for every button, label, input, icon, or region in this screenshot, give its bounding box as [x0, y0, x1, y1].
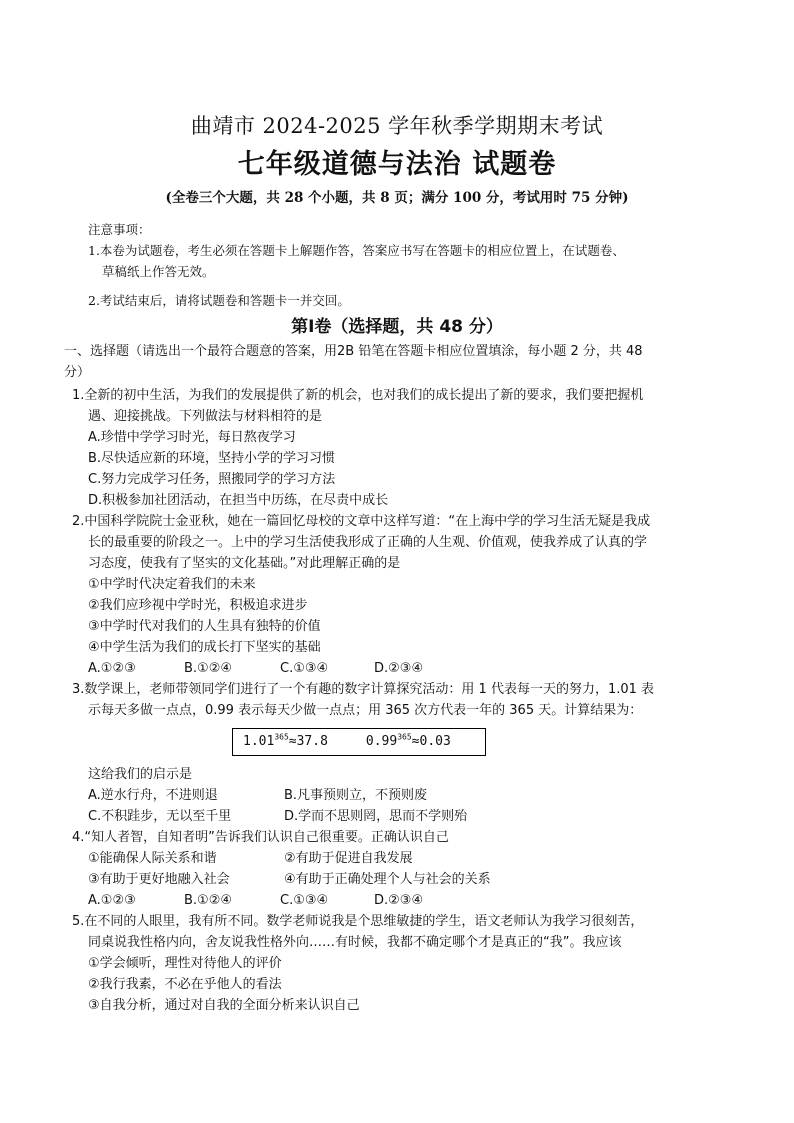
q3-stem: 3.数学课上，老师带领同学们进行了一个有趣的数字计算探究活动：用 1 代表每一天的努力，1.01 表	[72, 682, 655, 697]
q5-statement-1: ①学会倾听，理性对待他人的评价	[88, 956, 282, 971]
question-3	[72, 679, 722, 827]
notes-heading: 注意事项：	[88, 222, 151, 237]
notes-item-1-cont: 草稿纸上作答无效。	[102, 264, 215, 279]
q4-option-d: D.②③④	[374, 893, 424, 908]
q1-option-b: B.尽快适应新的环境，坚持小学的学习习惯	[88, 451, 336, 466]
q3-formula-2	[366, 731, 451, 753]
q4-option-c: C.①③④	[280, 893, 329, 908]
question-4	[72, 827, 722, 911]
q4-statement-1: ①能确保人际关系和谐	[88, 851, 217, 866]
q3-formula-2-base: 0.99	[365, 734, 398, 749]
q4-stem: 4.“知人者智，自知者明”告诉我们认识自己很重要。正确认识自己	[72, 830, 449, 845]
q1-stem: 1.全新的初中生活，为我们的发展提供了新的机会，也对我们的成长提出了新的要求，我们要把握机	[72, 388, 644, 403]
q3-prompt: 这给我们的启示是	[88, 767, 193, 782]
exam-subtitle: (全卷三个大题，共 28 个小题，共 8 页；满分 100 分，考试用时 75 分钟)	[165, 190, 629, 206]
q4-option-b: B.①②④	[184, 893, 233, 908]
q3-options-row2	[72, 806, 722, 827]
exam-title-line1: 曲靖市 2024-2025 学年秋季学期期末考试	[190, 114, 604, 138]
q3-option-d: D.学而不思则罔，思而不学则殆	[284, 809, 468, 824]
q2-option-a: A.①②③	[88, 661, 136, 676]
q3-option-b: B.凡事预则立，不预则废	[284, 788, 428, 803]
q5-statement-2: ②我行我素，不必在乎他人的看法	[88, 977, 282, 992]
exam-title-line2: 七年级道德与法治 试题卷	[237, 149, 557, 180]
question-5	[72, 911, 722, 1016]
q2-options	[72, 658, 722, 679]
q3-option-a: A.逆水行舟，不进则退	[88, 788, 218, 803]
q2-statement-4: ④中学生活为我们的成长打下坚实的基础	[88, 640, 321, 655]
q5-stem: 5.在不同的人眼里，我有所不同。数学老师说我是个思维敏捷的学生，语文老师认为我学习很刻苦，	[72, 914, 644, 929]
q4-statements-row2	[72, 869, 722, 890]
part1-title: 第Ⅰ卷（选择题，共 48 分）	[291, 317, 503, 337]
q4-option-a: A.①②③	[88, 893, 136, 908]
q3-formula-1	[243, 731, 328, 753]
section-instruction: 一、选择题（请选出一个最符合题意的答案，用2B 铅笔在答题卡相应位置填涂，每小题 2 分，共 48	[64, 344, 643, 359]
q3-formula-2-exp: 365	[397, 732, 412, 742]
q3-formula-1-result: ≈37.8	[288, 734, 328, 749]
q2-statement-3: ③中学时代对我们的人生具有独特的价值	[88, 619, 321, 634]
q2-stem: 2.中国科学院院士金亚秋，她在一篇回忆母校的文章中这样写道：“在上海中学的学习生活无疑是我成	[72, 514, 651, 529]
q3-option-c: C.不积跬步，无以至千里	[88, 809, 232, 824]
q3-options-row1	[72, 785, 722, 806]
notes-item-2: 2.考试结束后，请将试题卷和答题卡一并交回。	[88, 293, 350, 308]
q3-formula-1-base: 1.01	[243, 734, 275, 749]
section-instruction-cont: 分）	[64, 365, 91, 380]
q5-stem-cont: 同桌说我性格内向，舍友说我性格外向……有时候，我都不确定哪个才是真正的“我”。我应该	[88, 935, 622, 950]
q1-option-d: D.积极参加社团活动，在担当中历练，在尽责中成长	[88, 493, 389, 508]
q5-statement-3: ③自我分析，通过对自我的全面分析来认识自己	[88, 998, 360, 1013]
q1-option-a: A.珍惜中学学习时光，每日熬夜学习	[88, 430, 296, 445]
notes-item-1: 1.本卷为试题卷，考生必须在答题卡上解题作答，答案应书写在答题卡的相应位置上，在试题卷、	[88, 243, 625, 258]
q3-stem-cont: 示每天多做一点点，0.99 表示每天少做一点点；用 365 次方代表一年的 365 天。计算结果为：	[88, 703, 643, 718]
q4-statement-3: ③有助于更好地融入社会	[88, 872, 230, 887]
q3-formula-1-exp: 365	[274, 732, 289, 742]
q3-formula-box	[232, 728, 486, 756]
q4-statement-4: ④有助于正确处理个人与社会的关系	[284, 872, 491, 887]
q2-stem-cont-2: 习态度，使我有了坚实的文化基础。”对此理解正确的是	[88, 556, 401, 571]
q4-options	[72, 890, 722, 911]
q4-statement-2: ②有助于促进自我发展	[284, 851, 413, 866]
q2-option-d: D.②③④	[374, 661, 424, 676]
q3-formula-2-result: ≈0.03	[411, 734, 451, 749]
q2-option-c: C.①③④	[280, 661, 329, 676]
q2-stem-cont: 长的最重要的阶段之一。上中的学习生活使我形成了正确的人生观、价值观，使我养成了认真的学	[88, 535, 648, 550]
q2-option-b: B.①②④	[184, 661, 233, 676]
q2-statement-2: ②我们应珍视中学时光，积极追求进步	[88, 598, 308, 613]
questions-body	[64, 341, 722, 1016]
q1-stem-cont: 遇、迎接挑战。下列做法与材料相符的是	[88, 409, 323, 424]
q4-statements-row1	[72, 848, 722, 869]
notes-section	[88, 219, 728, 311]
q2-statement-1: ①中学时代决定着我们的未来	[88, 577, 256, 592]
question-2	[72, 511, 722, 679]
q1-option-c: C.努力完成学习任务，照搬同学的学习方法	[88, 472, 336, 487]
question-1	[72, 385, 722, 511]
